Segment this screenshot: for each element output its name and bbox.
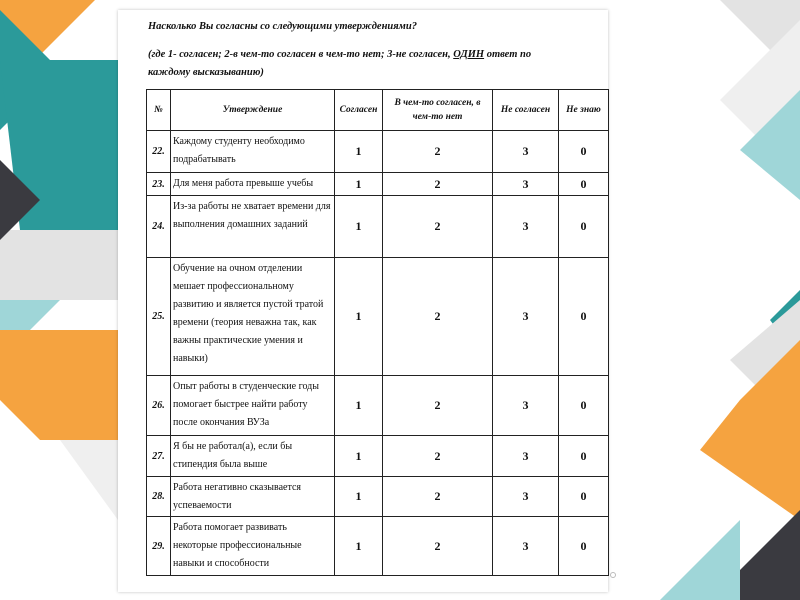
deco-pale-bottom-left xyxy=(60,440,118,520)
survey-table xyxy=(146,89,609,576)
option-partly: 2 xyxy=(383,477,493,517)
option-agree: 1 xyxy=(335,376,383,436)
row-num: 25. xyxy=(147,258,171,376)
option-partly: 2 xyxy=(383,196,493,258)
row-num: 29. xyxy=(147,517,171,576)
option-partly: 2 xyxy=(383,376,493,436)
option-agree: 1 xyxy=(335,436,383,477)
option-partly: 2 xyxy=(383,131,493,173)
deco-dark-bottom-right xyxy=(730,510,800,600)
row-statement: Из-за работы не хватает времени для выполнения домашних заданий xyxy=(171,196,335,258)
option-dont-know: 0 xyxy=(559,131,609,173)
header-dont-know: Не знаю xyxy=(559,90,609,131)
table-row xyxy=(147,173,609,196)
row-statement: Работа помогает развивать некоторые профессиональные навыки и способности xyxy=(171,517,335,576)
option-disagree: 3 xyxy=(493,477,559,517)
header-num: № xyxy=(147,90,171,131)
option-agree: 1 xyxy=(335,517,383,576)
table-row xyxy=(147,376,609,436)
option-disagree: 3 xyxy=(493,517,559,576)
instruction-text: (где 1- согласен; 2-в чем-то согласен в чем-то нет; 3-не согласен, xyxy=(148,49,454,60)
option-dont-know: 0 xyxy=(559,258,609,376)
option-disagree: 3 xyxy=(493,436,559,477)
option-partly: 2 xyxy=(383,436,493,477)
table-header-row xyxy=(147,90,609,131)
row-num: 22. xyxy=(147,131,171,173)
table-row xyxy=(147,131,609,173)
row-statement: Обучение на очном отделении мешает профессиональному развитию и является пустой тратой времени (теория неважна так, как важны практические умения и навыки) xyxy=(171,258,335,376)
option-disagree: 3 xyxy=(493,258,559,376)
option-dont-know: 0 xyxy=(559,436,609,477)
option-dont-know: 0 xyxy=(559,196,609,258)
table-row xyxy=(147,258,609,376)
option-dont-know: 0 xyxy=(559,376,609,436)
option-agree: 1 xyxy=(335,258,383,376)
table-row xyxy=(147,517,609,576)
row-statement: Работа негативно сказывается успеваемости xyxy=(171,477,335,517)
deco-lightteal-bottom-right xyxy=(660,520,740,600)
option-disagree: 3 xyxy=(493,173,559,196)
option-disagree: 3 xyxy=(493,376,559,436)
option-dont-know: 0 xyxy=(559,477,609,517)
header-partly xyxy=(383,90,493,131)
instruction-text-end: ответ по xyxy=(484,49,532,60)
survey-instruction-line2: каждому высказыванию) xyxy=(148,67,264,78)
header-statement: Утверждение xyxy=(171,90,335,131)
row-num: 24. xyxy=(147,196,171,258)
row-statement: Я бы не работал(а), если бы стипендия была выше xyxy=(171,436,335,477)
table-row xyxy=(147,477,609,517)
option-partly: 2 xyxy=(383,517,493,576)
header-disagree: Не согласен xyxy=(493,90,559,131)
option-partly: 2 xyxy=(383,173,493,196)
deco-orange-bottom-left xyxy=(0,330,118,440)
page-marker-dot xyxy=(610,572,616,578)
option-disagree: 3 xyxy=(493,196,559,258)
table-row xyxy=(147,436,609,477)
row-statement: Для меня работа превыше учебы xyxy=(171,173,335,196)
option-agree: 1 xyxy=(335,477,383,517)
option-agree: 1 xyxy=(335,131,383,173)
option-dont-know: 0 xyxy=(559,517,609,576)
header-partly-line1: В чем-то согласен, в xyxy=(394,98,481,108)
survey-instruction xyxy=(148,45,598,65)
option-partly: 2 xyxy=(383,258,493,376)
row-statement: Каждому студенту необходимо подрабатывать xyxy=(171,131,335,173)
header-partly-line2: чем-то нет xyxy=(412,112,463,122)
header-agree: Согласен xyxy=(335,90,383,131)
option-agree: 1 xyxy=(335,173,383,196)
survey-question: Насколько Вы согласны со следующими утверждениями? xyxy=(148,21,417,32)
option-agree: 1 xyxy=(335,196,383,258)
option-disagree: 3 xyxy=(493,131,559,173)
table-row xyxy=(147,196,609,258)
row-num: 27. xyxy=(147,436,171,477)
deco-gray-left xyxy=(0,230,118,300)
row-num: 23. xyxy=(147,173,171,196)
instruction-emphasis: ОДИН xyxy=(453,49,485,60)
row-num: 26. xyxy=(147,376,171,436)
row-num: 28. xyxy=(147,477,171,517)
row-statement: Опыт работы в студенческие годы помогает быстрее найти работу после окончания ВУЗа xyxy=(171,376,335,436)
option-dont-know: 0 xyxy=(559,173,609,196)
